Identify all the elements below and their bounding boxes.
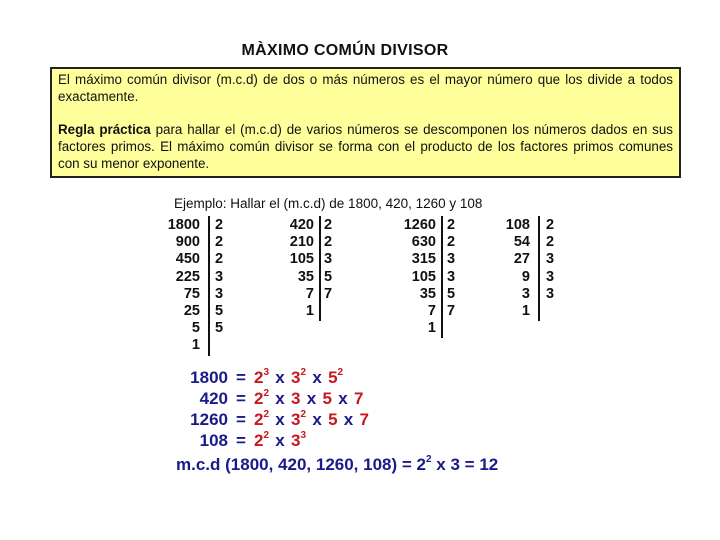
exponent: 3 (263, 367, 270, 378)
exponent: 2 (300, 409, 307, 420)
prime-power: $2^2$ (254, 388, 270, 408)
times-sign: x (312, 368, 322, 387)
exponent: 2 (300, 367, 307, 378)
equals-sign: = (236, 431, 246, 450)
factor-number: 450 (175, 251, 200, 268)
prime-power: $3^3$ (291, 430, 307, 450)
exponent: 3 (300, 430, 307, 441)
factor-number: 54 (513, 234, 530, 251)
equals-sign: = (236, 410, 246, 429)
factor-number: 75 (183, 285, 200, 302)
exponent: 2 (263, 430, 270, 441)
result-number: 108 (199, 431, 228, 450)
prime-power: 7 (353, 389, 364, 408)
mcd-result-row (176, 449, 498, 476)
factor-number: 105 (289, 251, 314, 268)
mcd-prime-power: $2^2$ (416, 454, 432, 474)
factor-number: 7 (427, 303, 436, 319)
prime-divisor: 2 (546, 217, 555, 233)
factor-number: 35 (419, 285, 436, 302)
prime-divisor: 5 (215, 303, 224, 319)
factor-number: 1 (521, 303, 530, 319)
factor-number: 1800 (167, 217, 200, 233)
prime-power: 7 (359, 410, 369, 429)
prime-divisor: 3 (215, 285, 224, 302)
division-line (538, 216, 540, 321)
prime-divisor: 3 (447, 268, 456, 285)
division-line (208, 216, 210, 356)
prime-divisor: 3 (546, 285, 555, 302)
prime-divisor: 2 (447, 234, 456, 251)
equals-sign: = (236, 368, 246, 387)
mcd-prime: 3 (450, 455, 460, 474)
result-number: 1260 (190, 410, 228, 429)
times-sign: x (312, 410, 322, 429)
times-sign: x (338, 389, 348, 408)
prime-divisor: 5 (215, 320, 224, 337)
prime-divisor: 2 (324, 217, 333, 233)
prime-power: 3 (291, 389, 301, 408)
prime-divisor: 2 (447, 217, 456, 233)
prime-divisor: 3 (546, 251, 555, 268)
times-sign: x (275, 410, 285, 429)
prime-divisor: 7 (447, 303, 456, 319)
prime-divisor: 7 (324, 285, 333, 302)
exponent: 2 (263, 409, 270, 420)
prime-divisor: 2 (324, 234, 333, 251)
division-line (319, 216, 321, 321)
definition-box (50, 67, 681, 178)
prime-power: $3^2$ (291, 367, 307, 387)
factor-number: 420 (289, 217, 314, 233)
prime-divisor: 2 (215, 251, 224, 268)
factor-number: 5 (191, 320, 200, 337)
page-title: MÀXIMO COMÚN DIVISOR (241, 42, 449, 59)
prime-power: $3^2$ (291, 409, 307, 429)
prime-power: 5 (322, 389, 332, 408)
factor-number: 1260 (403, 217, 436, 233)
exponent: 2 (263, 388, 270, 399)
prime-divisor: 3 (324, 251, 333, 268)
factor-number: 3 (521, 285, 530, 302)
equals-sign: = (236, 389, 246, 408)
factor-number: 25 (183, 303, 200, 319)
rule-paragraph (58, 121, 673, 172)
times-sign: x (343, 410, 354, 429)
factor-number: 630 (411, 234, 436, 251)
times-sign: x (275, 389, 285, 408)
mcd-value: 12 (479, 455, 499, 474)
factor-number: 108 (505, 217, 530, 233)
factor-number: 1 (191, 337, 200, 354)
prime-divisor: 3 (215, 268, 224, 285)
equals-sign: = (459, 455, 480, 474)
factor-number: 105 (411, 268, 436, 285)
prime-power: $2^3$ (254, 367, 270, 387)
factor-number: 210 (289, 234, 314, 251)
prime-power: $2^2$ (254, 409, 270, 429)
factor-number: 7 (305, 285, 314, 302)
division-line (441, 216, 443, 338)
result-number: 1800 (190, 368, 228, 387)
prime-power: 5 (328, 410, 338, 429)
factorization-result-row (176, 425, 307, 450)
example-title: Ejemplo: Hallar el (m.c.d) de 1800, 420, 1260 y 108 (174, 196, 483, 211)
rule-label: Regla práctica (58, 122, 151, 137)
rule-text: para hallar el (m.c.d) de varios números se descomponen los números dados en sus factores primos. El máximo común divisor se forma con el producto de los factores primos comunes con su menor exponente. (58, 122, 674, 171)
times-sign: x (275, 368, 285, 387)
prime-divisor: 5 (447, 285, 456, 302)
prime-divisor: 5 (324, 268, 333, 285)
factor-number: 900 (175, 234, 200, 251)
exponent: 2 (337, 367, 344, 378)
exponent: 2 (426, 454, 432, 465)
mcd-label: m.c.d (1800, 420, 1260, 108) = (176, 455, 417, 474)
result-number: 420 (199, 389, 228, 408)
factorization-result-row (176, 404, 369, 429)
prime-divisor: 2 (215, 234, 224, 251)
prime-divisor: 3 (447, 251, 456, 268)
definition-paragraph: El máximo común divisor (m.c.d) de dos o más números es el mayor número que los divide a todos exactamente. (58, 72, 673, 104)
factor-number: 1 (427, 320, 436, 337)
prime-divisor: 3 (546, 268, 555, 285)
times-sign: x (431, 455, 451, 474)
prime-power: $2^2$ (254, 430, 270, 450)
factor-number: 315 (411, 251, 436, 268)
factor-number: 27 (513, 251, 530, 268)
factor-number: 1 (305, 303, 314, 319)
times-sign: x (306, 389, 317, 408)
factorization-result-row (176, 362, 344, 387)
factor-number: 225 (175, 268, 200, 285)
factorization-result-row (176, 383, 364, 408)
times-sign: x (275, 431, 285, 450)
factor-number: 9 (521, 268, 530, 285)
factor-number: 35 (297, 268, 314, 285)
prime-divisor: 2 (546, 234, 555, 251)
prime-power: $5^2$ (328, 367, 344, 387)
prime-divisor: 2 (215, 217, 224, 233)
